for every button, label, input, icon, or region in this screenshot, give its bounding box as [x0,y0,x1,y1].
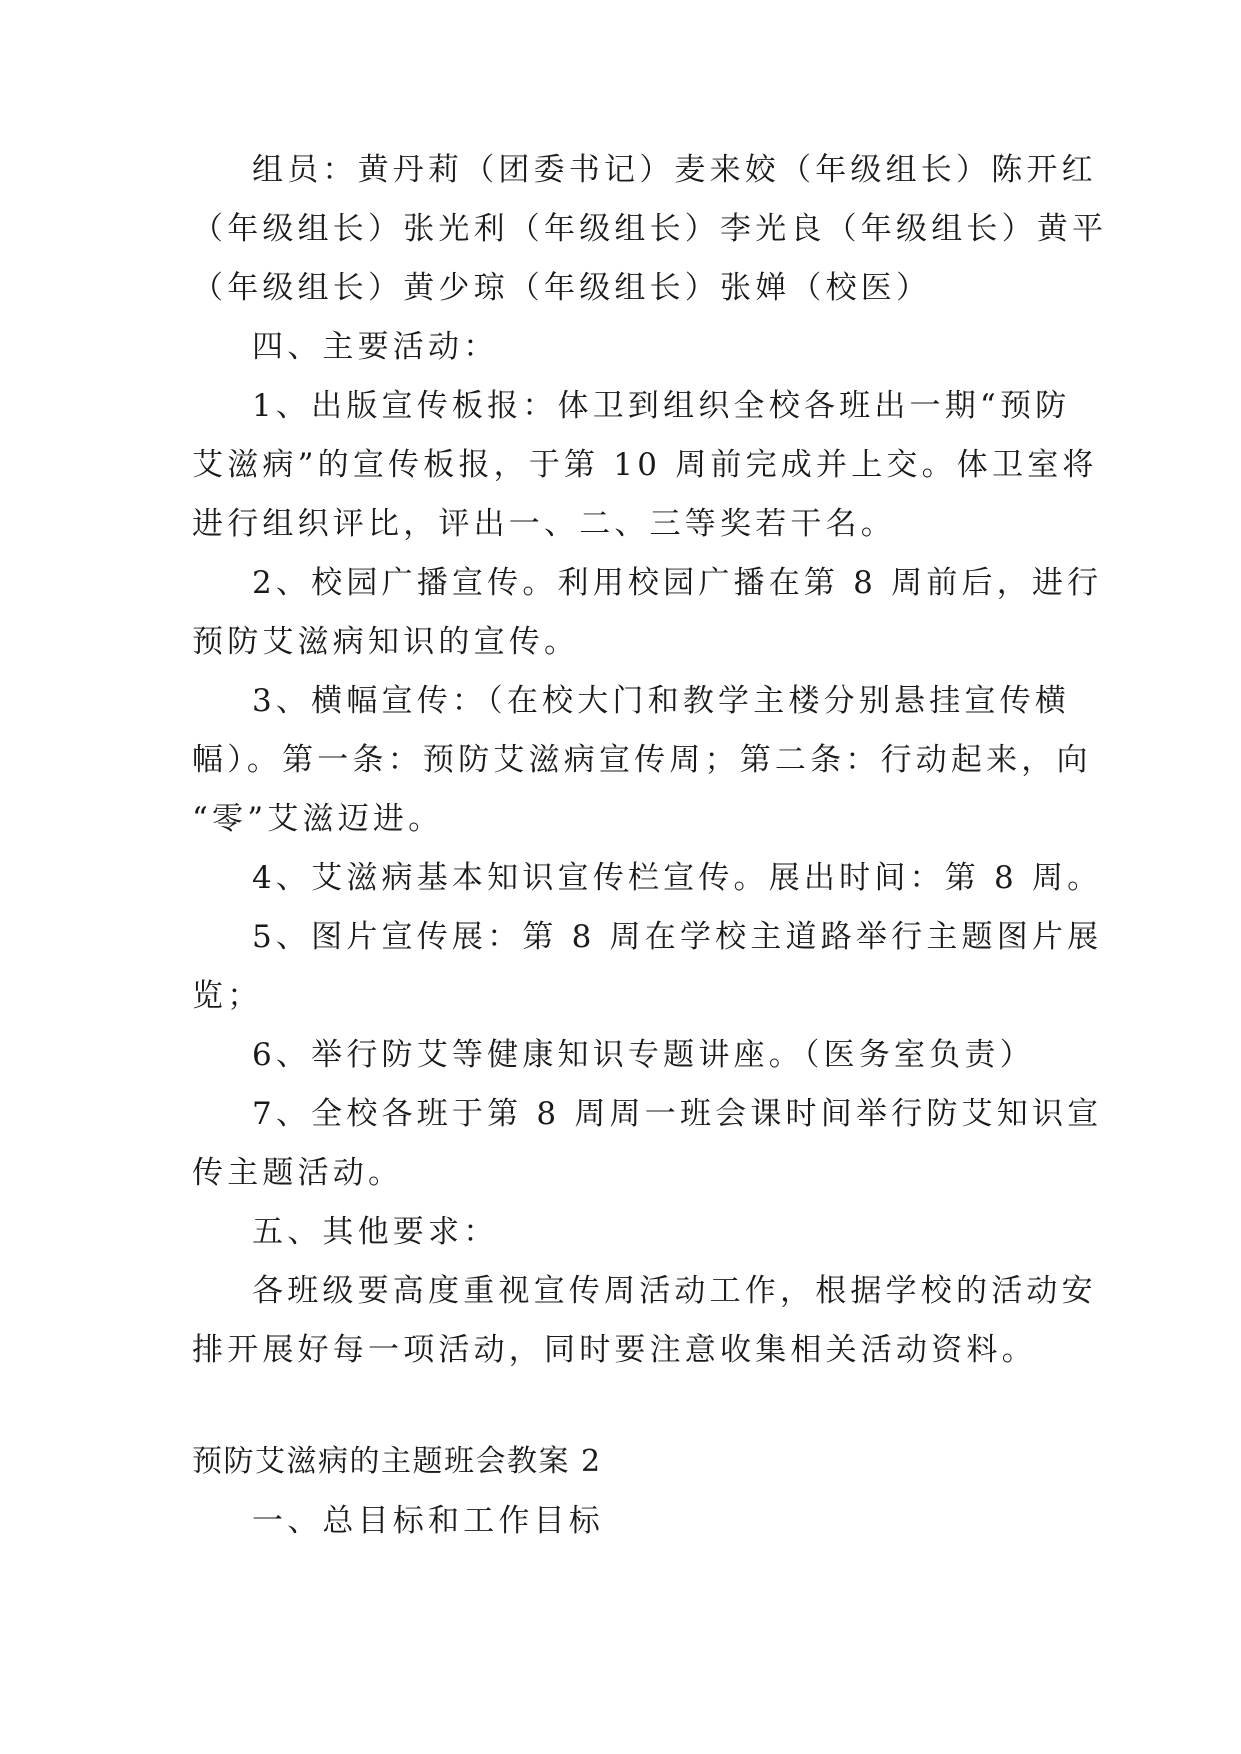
section-heading: 一、总目标和工作目标 [252,1503,604,1539]
paragraph-line: 预防艾滋病知识的宣传。 [192,624,580,660]
section-heading: 五、其他要求： [252,1214,499,1250]
paragraph-line: “零”艾滋迈进。 [192,801,444,837]
paragraph-line: 组员：黄丹莉（团委书记）麦来姣（年级组长）陈开红 [252,152,1097,188]
paragraph-line: 2、校园广播宣传。利用校园广播在第 8 周前后，进行 [252,565,1103,601]
paragraph-line: （年级组长）张光利（年级组长）李光良（年级组长）黄平 [192,211,1108,247]
paragraph-line: 各班级要高度重视宣传周活动工作，根据学校的活动安 [252,1273,1097,1309]
paragraph-line: 览； [192,978,263,1014]
paragraph-line: 3、横幅宣传：（在校大门和教学主楼分别悬挂宣传横 [252,683,1071,719]
paragraph-line: 5、图片宣传展：第 8 周在学校主道路举行主题图片展 [252,919,1103,955]
paragraph-line: 1、出版宣传板报：体卫到组织全校各班出一期“预防 [252,388,1071,424]
paragraph-line: 艾滋病”的宣传板报，于第 10 周前完成并上交。体卫室将 [192,447,1098,483]
document-title: 预防艾滋病的主题班会教案 2 [192,1444,602,1479]
paragraph-line: 4、艾滋病基本知识宣传栏宣传。展出时间：第 8 周。 [252,860,1103,896]
paragraph-line: 7、全校各班于第 8 周周一班会课时间举行防艾知识宣 [252,1096,1103,1132]
paragraph-line: 6、举行防艾等健康知识专题讲座。（医务室负责） [252,1037,1035,1073]
paragraph-line: 进行组织评比，评出一、二、三等奖若干名。 [192,506,896,542]
section-heading: 四、主要活动： [252,329,499,365]
paragraph-line: 排开展好每一项活动，同时要注意收集相关活动资料。 [192,1332,1037,1368]
paragraph-line: 传主题活动。 [192,1155,404,1191]
paragraph-line: 幅）。第一条：预防艾滋病宣传周；第二条：行动起来，向 [192,742,1092,778]
paragraph-line: （年级组长）黄少琼（年级组长）张婵（校医） [192,270,932,306]
